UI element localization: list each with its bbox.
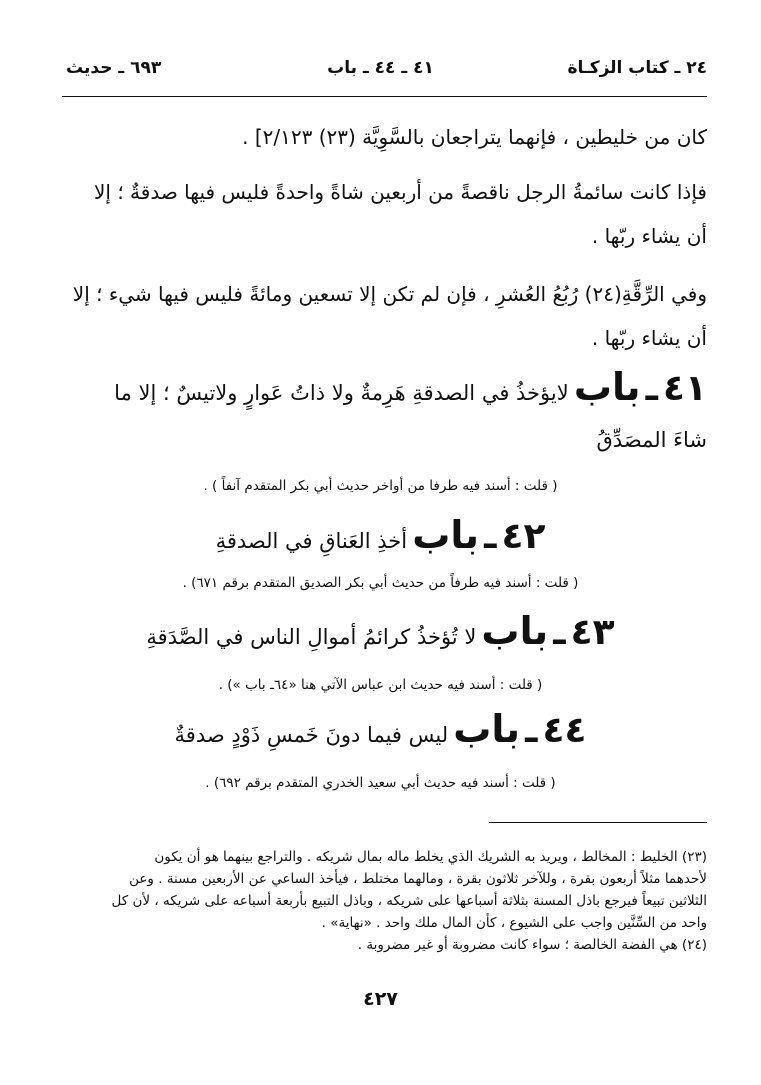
chapter-41-dash: ـ: [645, 368, 658, 409]
paragraph-3: [54, 272, 707, 360]
paragraph-2-line-2: أن يشاء ربّها .: [591, 224, 707, 248]
footnote-23-line-1: (٢٣) الخليط : المخالط ، ويريد به الشريك الذي يخلط ماله بمال شريكه . والتراجع بينهما هو أن يكون: [154, 849, 707, 865]
paragraph-2: [54, 170, 707, 258]
chapter-43-note: ( قلت : أسند فيه حديث ابن عباس الآتي هنا «٦٤ـ باب ») .: [218, 677, 543, 693]
paragraph-1: [54, 115, 707, 159]
chapter-42-title: أخذِ العَناقِ في الصدقةِ: [215, 529, 408, 553]
chapter-42-bab: باب: [412, 513, 479, 557]
page-number: ٤٢٧: [363, 988, 398, 1010]
header-section: ٤١ ـ ٤٤ ـ باب: [327, 58, 434, 78]
paragraph-1-line: كان من خليطين ، فإنهما يتراجعان بالسَّوِيَّة (٢٣) ٢/١٢٣] .: [242, 125, 707, 149]
chapter-44-heading: [0, 702, 761, 764]
chapter-42-heading: [0, 508, 761, 570]
chapter-41-heading: [54, 360, 707, 458]
chapter-41-number: ٤١: [663, 368, 707, 409]
chapter-42-number: ٤٢: [501, 516, 546, 557]
paragraph-2-line-1: فإذا كانت سائمةُ الرجل ناقصةً من أربعين شاةً واحدةً فليس فيها صدقةٌ ؛ إلا: [94, 180, 707, 204]
chapter-41-bab: باب: [573, 365, 641, 409]
chapter-43-title: لا تُؤخذُ كرائمُ أموالِ الناس في الصَّدَقةِ: [146, 625, 477, 649]
chapter-44-number: ٤٤: [542, 710, 587, 751]
chapter-41-title-line-1: لايؤخذُ في الصدقةِ هَرِمةٌ ولا ذاتُ عَوارٍ ولاتيسٌ ؛ إلا ما: [114, 381, 569, 405]
footnote-24: (٢٤) هي الفضة الخالصة ؛ سواء كانت مضروبة أو غير مضروبة .: [357, 937, 707, 953]
chapter-44-note: ( قلت : أسند فيه حديث أبي سعيد الخدري المتقدم برقم ٦٩٢) .: [205, 775, 556, 791]
chapter-43-heading: [0, 604, 761, 666]
chapter-42-dash: ـ: [484, 516, 497, 557]
paragraph-3-line-1: وفي الرِّقَّةِ(٢٤) رُبُعُ العُشرِ ، فإن لم تكن إلا تسعين ومائةً فليس فيها شيء ؛ إلا: [72, 282, 707, 306]
footnotes: [54, 846, 707, 956]
footnote-23-line-4: واحد من السِّنَّين واجب على الشيوع ، كأن المال ملك واحد . «نهاية» .: [321, 915, 707, 931]
chapter-41-note: ( قلت : أسند فيه طرفا من أواخر حديث أبي بكر المتقدم آنفاً ) .: [203, 478, 558, 494]
footnote-23-line-3: الثلاثين تبيعاً فيرجع باذل المسنة بثلاثة أسباعها على شريكه ، وباذل التبيع بأربعة أسباعه على شريكه ، لأن كل: [111, 893, 707, 909]
chapter-42-note: ( قلت : أسند فيه طرفاً من حديث أبي بكر الصديق المتقدم برقم ٦٧١) .: [182, 575, 579, 591]
chapter-44-title: ليس فيما دونَ خَمسِ ذَوْدٍ صدقةٌ: [174, 723, 449, 747]
chapter-43-bab: باب: [481, 609, 549, 653]
chapter-41-title-line-2: شاءَ المصَدِّقُ: [596, 428, 707, 452]
chapter-43-number: ٤٣: [570, 612, 615, 653]
header-chapter: ٢٤ ـ كتاب الزكـاة: [567, 58, 707, 78]
chapter-44-bab: باب: [453, 707, 520, 751]
footnote-divider: [489, 822, 707, 823]
paragraph-3-line-2: أن يشاء ربّها .: [591, 326, 707, 350]
header-hadith: ٦٩٣ ـ حديث: [66, 58, 162, 78]
chapter-44-dash: ـ: [525, 710, 538, 751]
footnote-23-line-2: لأحدهما مثلاً أربعون بقرة ، وللآخر ثلاثون بقرة ، ومالهما مختلط ، فيأخذ الساعي عن الأربعين مسنة . وعن: [129, 871, 707, 887]
header-divider: [62, 96, 707, 97]
chapter-43-dash: ـ: [553, 612, 566, 653]
